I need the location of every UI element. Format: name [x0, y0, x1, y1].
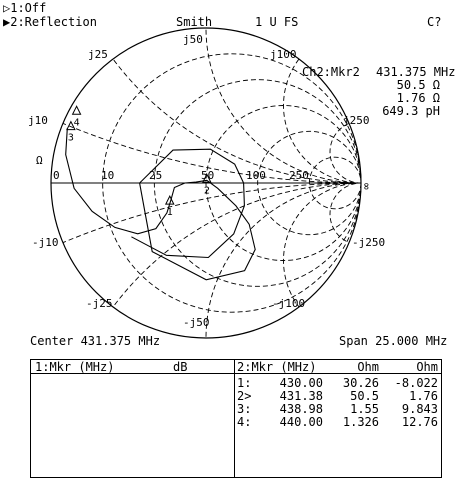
marker-readout-resistance: 50.5 Ω: [396, 78, 440, 92]
reactance-arc-neg-100: [284, 183, 439, 338]
reactance-label-neg: -j25: [86, 297, 113, 310]
r-axis-label: 250: [289, 169, 309, 182]
reactance-label-pos: j250: [343, 114, 370, 127]
row-index: 4:: [237, 415, 252, 429]
row-reactance: 1.76: [409, 389, 438, 403]
reactance-arc-neg-10: [0, 183, 466, 350]
scale-value: 1 U FS: [255, 15, 299, 29]
marker-label-3: 3: [67, 132, 74, 144]
row-resistance: 1.326: [342, 415, 379, 429]
reactance-label-neg: -j250: [352, 236, 386, 249]
row-reactance: -8.022: [394, 376, 438, 390]
row-resistance: 30.26: [342, 376, 379, 390]
marker-4: [73, 106, 81, 114]
row-reactance: 12.76: [401, 415, 438, 429]
row-index: 1:: [237, 376, 252, 390]
infinity-label: ∞: [360, 183, 373, 190]
marker-readout-reactance: 1.76 Ω: [396, 91, 440, 105]
row-frequency: 440.00: [279, 415, 323, 429]
r-axis-label: 50: [201, 169, 215, 182]
reactance-label-pos: j100: [270, 48, 297, 61]
ch2-marker-header: 2:Mkr (MHz): [237, 360, 317, 374]
calibration-flag: C?: [427, 15, 442, 29]
marker-table: [30, 359, 442, 478]
ch1-marker-header: 1:Mkr (MHz): [35, 360, 115, 374]
marker-readout-title: Ch2:Mkr2: [302, 65, 360, 79]
reactance-label-neg: -j10: [32, 236, 59, 249]
reactance-label-neg: -j50: [183, 316, 210, 329]
reactance-label-neg: -j100: [272, 297, 306, 310]
marker-label-4: 4: [73, 117, 80, 129]
center-frequency: Center 431.375 MHz: [30, 334, 161, 348]
r-axis-label: 0: [53, 169, 60, 182]
reactance-label-pos: j25: [88, 48, 108, 61]
row-frequency: 431.38: [279, 389, 323, 403]
reactance-label-pos: j10: [28, 114, 48, 127]
span-frequency: Span 25.000 MHz: [339, 334, 448, 348]
ch1-unit-header: dB: [173, 360, 188, 374]
marker-label-2: 2: [203, 185, 210, 197]
row-index: 3:: [237, 402, 252, 416]
marker-readout-frequency: 431.375 MHz: [376, 65, 456, 79]
channel1-status: ▷1:Off: [3, 1, 47, 15]
row-frequency: 430.00: [279, 376, 323, 390]
row-resistance: 1.55: [350, 402, 379, 416]
ch2-resistance-header: Ohm: [357, 360, 379, 374]
row-index: 2>: [237, 389, 252, 403]
marker-label-1: 1: [166, 207, 173, 219]
channel2-status: ▶2:Reflection: [3, 15, 97, 29]
row-reactance: 9.843: [401, 402, 438, 416]
row-frequency: 438.98: [279, 402, 323, 416]
ohm-label: Ω: [36, 154, 43, 167]
r-axis-label: 25: [149, 169, 163, 182]
row-resistance: 50.5: [350, 389, 379, 403]
display-format: Smith: [176, 15, 213, 29]
r-axis-label: 100: [246, 169, 266, 182]
ch2-reactance-header: Ohm: [416, 360, 438, 374]
reactance-arc-neg-25: [51, 183, 466, 350]
marker-readout-inductance: 649.3 pH: [382, 104, 440, 118]
reactance-label-pos: j50: [183, 33, 203, 46]
r-axis-label: 10: [101, 169, 115, 182]
